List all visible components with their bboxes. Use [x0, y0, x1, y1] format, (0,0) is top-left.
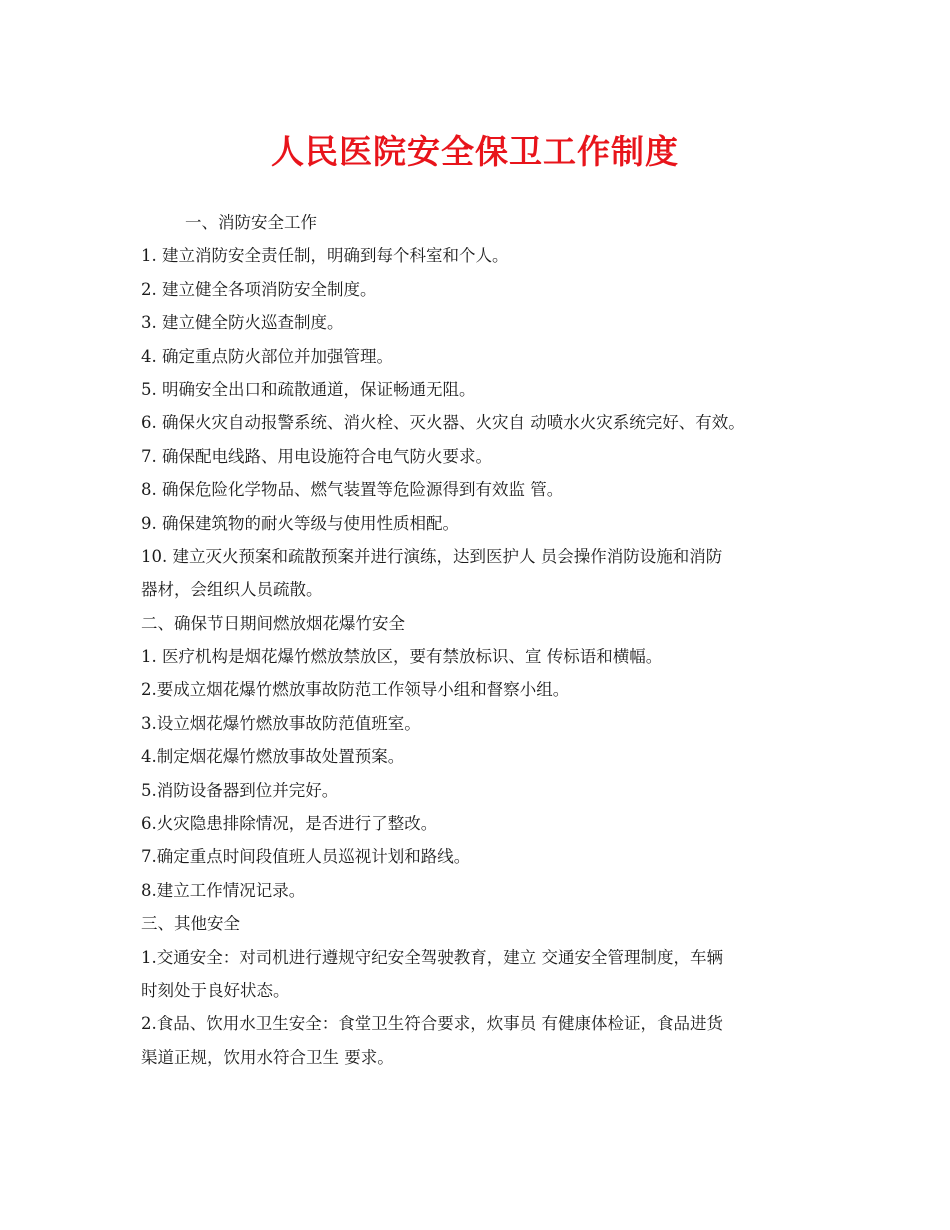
list-item-continuation: 渠道正规，饮用水符合卫生 要求。	[141, 1047, 394, 1067]
list-item: 3.设立烟花爆竹燃放事故防范值班室。	[141, 713, 421, 733]
list-item: 4. 确定重点防火部位并加强管理。	[141, 346, 393, 366]
list-item: 2. 建立健全各项消防安全制度。	[141, 279, 377, 299]
section-heading-fireworks: 二、确保节日期间燃放烟花爆竹安全	[141, 613, 405, 633]
list-item-continuation: 器材，会组织人员疏散。	[141, 580, 323, 600]
document-body	[141, 206, 831, 1074]
list-item-continuation: 时刻处于良好状态。	[141, 980, 290, 1000]
document-title: 人民医院安全保卫工作制度	[271, 132, 679, 171]
list-item: 1.交通安全：对司机进行遵规守纪安全驾驶教育，建立 交通安全管理制度，车辆	[141, 947, 723, 967]
list-item: 8.建立工作情况记录。	[141, 880, 306, 900]
list-item: 1. 建立消防安全责任制，明确到每个科室和个人。	[141, 246, 509, 266]
list-item: 2.食品、饮用水卫生安全：食堂卫生符合要求，炊事员 有健康体检证，食品进货	[141, 1014, 723, 1034]
list-item: 7.确定重点时间段值班人员巡视计划和路线。	[141, 847, 471, 867]
list-item: 8. 确保危险化学物品、燃气装置等危险源得到有效监 管。	[141, 480, 564, 500]
section-heading-fire-safety: 一、消防安全工作	[185, 213, 317, 232]
list-item: 2.要成立烟花爆竹燃放事故防范工作领导小组和督察小组。	[141, 680, 570, 700]
list-item: 3. 建立健全防火巡查制度。	[141, 313, 344, 333]
list-item: 5.消防设备器到位并完好。	[141, 780, 339, 800]
list-item: 9. 确保建筑物的耐火等级与使用性质相配。	[141, 513, 459, 533]
list-item: 6. 确保火灾自动报警系统、消火栓、灭火器、火灾自 动喷水火灾系统完好、有效。	[141, 413, 745, 433]
list-item: 4.制定烟花爆竹燃放事故处置预案。	[141, 747, 405, 767]
list-item: 6.火灾隐患排除情况，是否进行了整改。	[141, 814, 438, 834]
list-item: 5. 明确安全出口和疏散通道，保证畅通无阻。	[141, 379, 476, 399]
section-heading-other-safety: 三、其他安全	[141, 914, 240, 934]
list-item: 10. 建立灭火预案和疏散预案并进行演练，达到医护人 员会操作消防设施和消防	[141, 546, 723, 566]
list-item: 1. 医疗机构是烟花爆竹燃放禁放区，要有禁放标识、宣 传标语和横幅。	[141, 647, 663, 667]
list-item: 7. 确保配电线路、用电设施符合电气防火要求。	[141, 446, 492, 466]
